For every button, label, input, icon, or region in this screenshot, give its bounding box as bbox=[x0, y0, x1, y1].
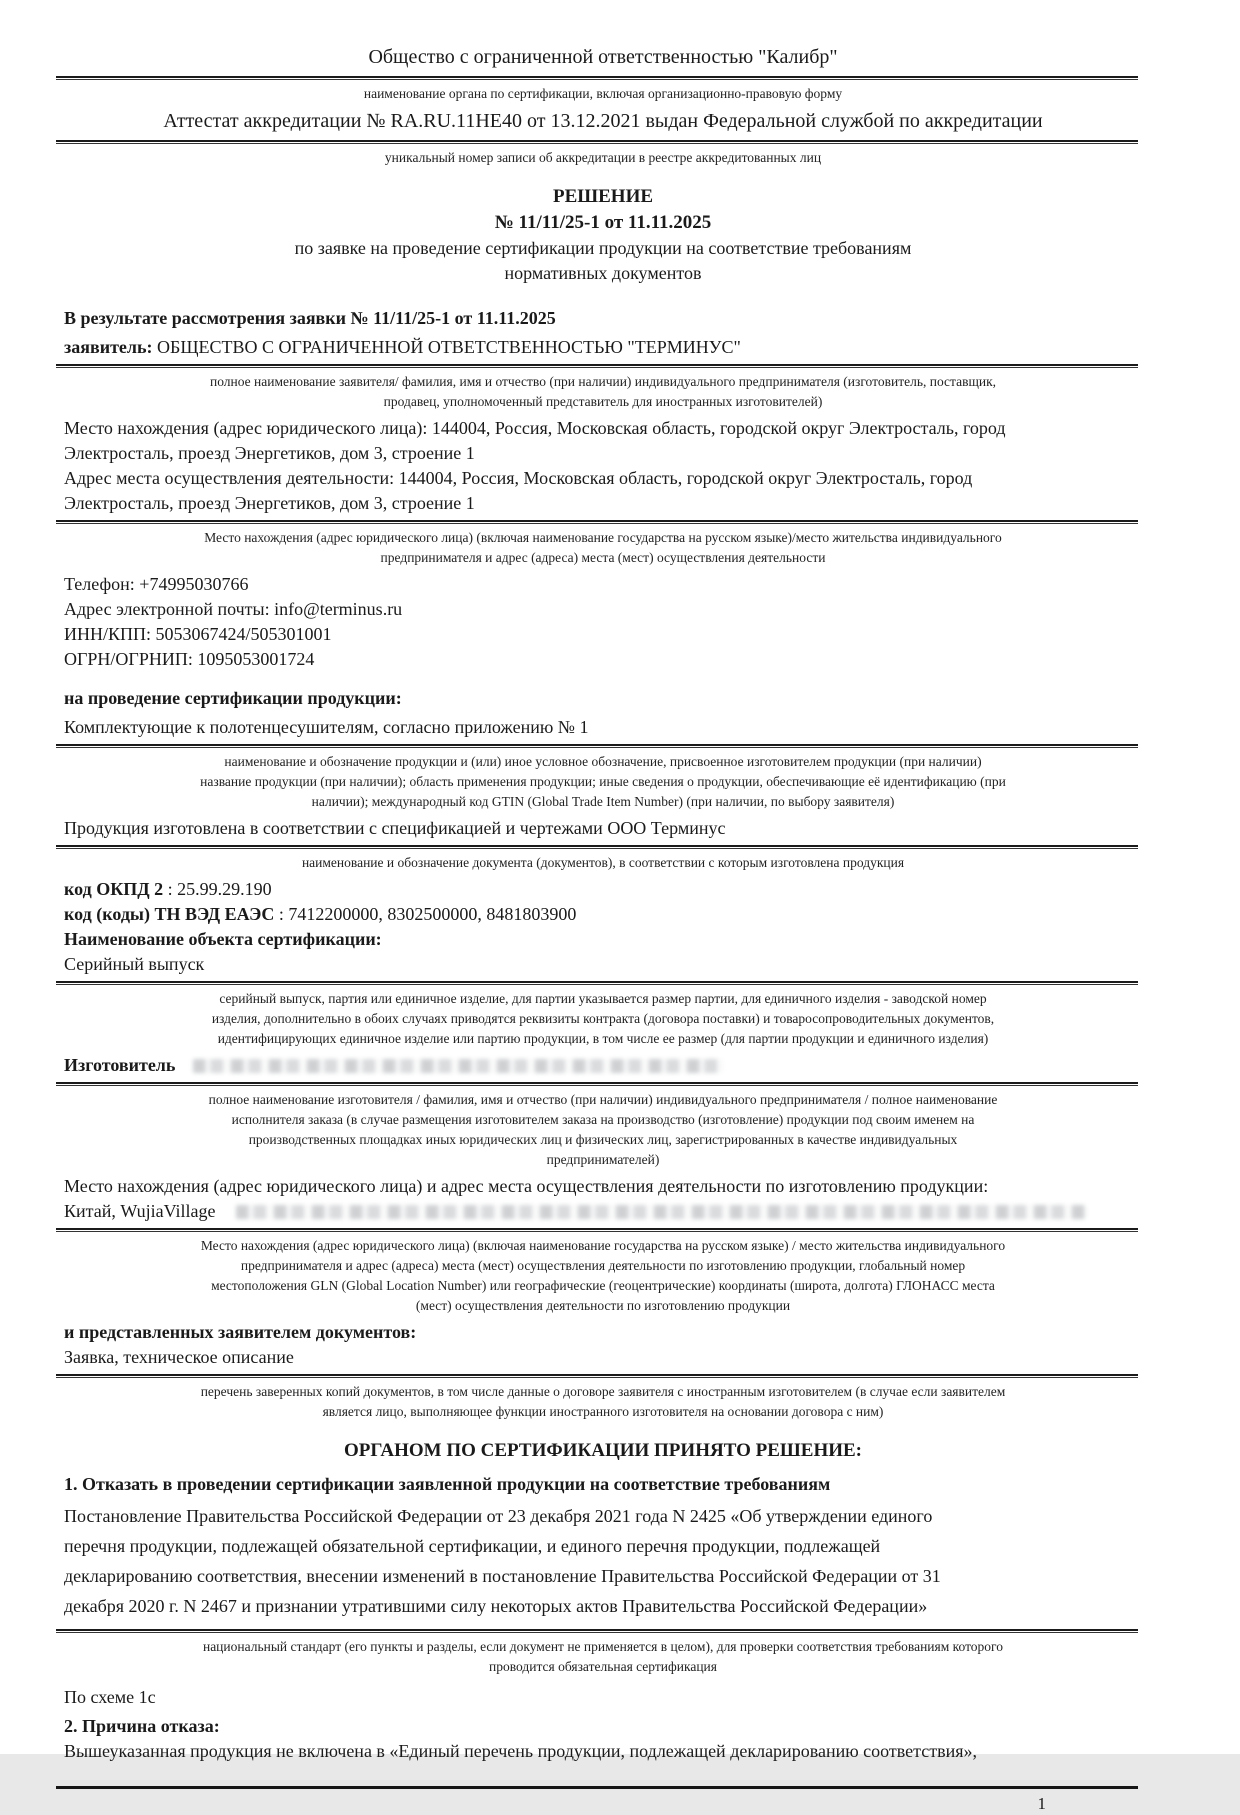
decision-item1-label: 1. Отказать в проведении сертификации заявленной продукции на соответствие требованиям bbox=[64, 1474, 831, 1494]
applicant-caption bbox=[64, 372, 1142, 412]
text-line: Место нахождения (адрес юридического лица) (включая наименование государства на русском языке)/место жительства индивидуального bbox=[204, 530, 1002, 545]
text-line: предпринимателя и адрес (адреса) места (мест) осуществления деятельности по изготовлению продукции, глобальный номер bbox=[240, 1258, 966, 1273]
applicant-ogrn: ОГРН/ОГРНИП: 1095053001724 bbox=[64, 649, 315, 669]
text-line: изделия, дополнительно в обоих случаях приводятся реквизиты контракта (договора поставки) и товаросопроводительных документов, bbox=[211, 1011, 995, 1026]
certification-body-caption: наименование органа по сертификации, включая организационно-правовую форму bbox=[363, 86, 843, 101]
document-title: РЕШЕНИЕ bbox=[552, 186, 654, 207]
text-line: предпринимателей) bbox=[546, 1152, 660, 1167]
text-line: идентифицирующих единичное изделие или партию продукции, в том числе ее размер (для партии продукции и единичного изделия) bbox=[217, 1031, 989, 1046]
text-line: по заявке на проведение сертификации продукции на соответствие требованиям bbox=[294, 238, 912, 258]
text-line: проводится обязательная сертификация bbox=[489, 1659, 717, 1674]
applicant-value: ОБЩЕСТВО С ОГРАНИЧЕННОЙ ОТВЕТСТВЕННОСТЬЮ "ТЕРМИНУС" bbox=[157, 337, 741, 357]
applicant-email: Адрес электронной почты: info@terminus.ru bbox=[64, 599, 403, 619]
manufacturer-address-value: Китай, WujiaVillage bbox=[64, 1201, 216, 1221]
text-line: серийный выпуск, партия или единичное изделие, для партии указывается размер партии, для единичного изделия - заводской номер bbox=[219, 991, 987, 1006]
manufacturer-address-caption bbox=[64, 1236, 1142, 1316]
decision-heading: ОРГАНОМ ПО СЕРТИФИКАЦИИ ПРИНЯТО РЕШЕНИЕ: bbox=[343, 1440, 863, 1461]
okpd-label: код ОКПД 2 bbox=[64, 879, 164, 899]
text-line: полное наименование изготовителя / фамилия, имя и отчество (при наличии) индивидуального предпринимателя / полное наименование bbox=[208, 1092, 998, 1107]
product-section-label: на проведение сертификации продукции: bbox=[64, 688, 402, 708]
document-number: № 11/11/25-1 от 11.11.2025 bbox=[494, 212, 712, 233]
manufacturer-label: Изготовитель bbox=[64, 1055, 176, 1075]
accreditation-caption: уникальный номер записи об аккредитации в реестре аккредитованных лиц bbox=[384, 150, 822, 165]
applicant-addresses bbox=[64, 416, 1142, 516]
text-line: Электросталь, проезд Энергетиков, дом 3, строение 1 bbox=[64, 493, 475, 513]
text-line: продавец, уполномоченный представитель для иностранных изготовителей) bbox=[383, 394, 823, 409]
text-line: является лицо, выполняющее функции иностранного изготовителя на основании договора с ним) bbox=[322, 1404, 884, 1419]
applicant-inn-kpp: ИНН/КПП: 5053067424/505301001 bbox=[64, 624, 332, 644]
scheme-line: По схеме 1с bbox=[64, 1687, 156, 1707]
certification-object-value: Серийный выпуск bbox=[64, 954, 205, 974]
text-line: Место нахождения (адрес юридического лица): 144004, Россия, Московская область, городской округ Электросталь, город bbox=[64, 418, 1006, 438]
text-line: Электросталь, проезд Энергетиков, дом 3, строение 1 bbox=[64, 443, 475, 463]
text-line: производственных площадках иных юридических лиц и физических лиц, зарегистрированных в качестве индивидуальных bbox=[248, 1132, 958, 1147]
manufacturer-caption bbox=[64, 1090, 1142, 1170]
accreditation-line: Аттестат аккредитации № RA.RU.11HE40 от 13.12.2021 выдан Федеральной службой по аккредитации bbox=[163, 110, 1043, 132]
text-line: предпринимателя и адрес (адреса) места (мест) осуществления деятельности bbox=[380, 550, 826, 565]
tnved-code-line bbox=[64, 902, 1142, 927]
manufacturer-row bbox=[64, 1053, 1142, 1078]
applicant-label: заявитель: bbox=[64, 337, 153, 357]
manufacture-doc-caption bbox=[64, 853, 1142, 873]
certification-body-name: Общество с ограниченной ответственностью "Калибр" bbox=[368, 46, 838, 68]
documents-label: и представленных заявителем документов: bbox=[64, 1322, 417, 1342]
divider bbox=[56, 140, 1138, 144]
divider bbox=[56, 364, 1138, 368]
text-line: Постановление Правительства Российской Федерации от 23 декабря 2021 года N 2425 «Об утверждении единого bbox=[64, 1506, 933, 1526]
text-line: декларированию соответствия, внесении изменений в постановление Правительства Российской Федерации от 31 bbox=[64, 1566, 941, 1586]
standard-caption bbox=[64, 1637, 1142, 1677]
document-subtitle bbox=[64, 236, 1142, 286]
text-line: (мест) осуществления деятельности по изготовлению продукции bbox=[415, 1298, 791, 1313]
text-line: наличии); международный код GTIN (Global Trade Item Number) (при наличии, по выбору заявителя) bbox=[311, 794, 895, 809]
manufactured-per-line: Продукция изготовлена в соответствии с спецификацией и чертежами ООО Терминус bbox=[64, 818, 726, 838]
divider bbox=[56, 981, 1138, 985]
text-line: перечня продукции, подлежащей обязательной сертификации, и единого перечня продукции, подлежащей bbox=[64, 1536, 881, 1556]
decision-item2-label: 2. Причина отказа: bbox=[64, 1716, 220, 1736]
ghost-text-artifact bbox=[236, 1205, 1086, 1219]
text-line: полное наименование заявителя/ фамилия, имя и отчество (при наличии) индивидуального предпринимателя (изготовитель, поставщик, bbox=[209, 374, 997, 389]
regulation-paragraph bbox=[64, 1501, 1142, 1621]
product-name-caption bbox=[64, 752, 1142, 812]
text-line: национальный стандарт (его пункты и разделы, если документ не применяется в целом), для проверки соответствия требованиям которого bbox=[202, 1639, 1004, 1654]
text-line: декабря 2020 г. N 2467 и признании утратившими силу некоторых актов Правительства Российской Федерации» bbox=[64, 1596, 928, 1616]
divider bbox=[56, 520, 1138, 524]
okpd-code-line bbox=[64, 877, 1142, 902]
text-line: исполнителя заказа (в случае размещения изготовителем заказа на производство (изготовление) продукции под своим именем на bbox=[231, 1112, 975, 1127]
refusal-reason: Вышеуказанная продукция не включена в «Единый перечень продукции, подлежащей декларированию соответствия», bbox=[64, 1741, 978, 1761]
text-line: Место нахождения (адрес юридического лица) (включая наименование государства на русском языке) / место жительства индивидуального bbox=[200, 1238, 1006, 1253]
text-line: местоположения GLN (Global Location Number) или географические (геоцентрические) координаты (широта, долгота) ГЛОНАСС места bbox=[211, 1278, 995, 1293]
text-line: Адрес места осуществления деятельности: 144004, Россия, Московская область, городской округ Электросталь, город bbox=[64, 468, 973, 488]
tnved-label: код (коды) ТН ВЭД ЕАЭС bbox=[64, 904, 275, 924]
certification-object-label: Наименование объекта сертификации: bbox=[64, 929, 382, 949]
page-number: 1 bbox=[1037, 1794, 1046, 1813]
application-result-line: В результате рассмотрения заявки № 11/11/25-1 от 11.11.2025 bbox=[64, 308, 556, 328]
divider bbox=[56, 76, 1138, 80]
text-line: перечень заверенных копий документов, в том числе данные о договоре заявителя с иностранным изготовителем (в случае если заявителем bbox=[200, 1384, 1006, 1399]
documents-value: Заявка, техническое описание bbox=[64, 1347, 294, 1367]
applicant-phone: Телефон: +74995030766 bbox=[64, 574, 249, 594]
okpd-value: : 25.99.29.190 bbox=[167, 879, 272, 899]
divider bbox=[56, 1374, 1138, 1378]
footer-divider bbox=[56, 1786, 1138, 1789]
divider bbox=[56, 1082, 1138, 1086]
tnved-value: : 7412200000, 8302500000, 8481803900 bbox=[278, 904, 577, 924]
documents-caption bbox=[64, 1382, 1142, 1422]
serial-caption bbox=[64, 989, 1142, 1049]
applicant-address-caption bbox=[64, 528, 1142, 568]
ghost-text-artifact bbox=[193, 1059, 723, 1073]
text-line: наименование и обозначение документа (документов), в соответствии с которым изготовлена продукция bbox=[301, 855, 905, 870]
text-line: наименование и обозначение продукции и (или) иное условное обозначение, присвоенное изготовителем продукции (при наличии) bbox=[224, 754, 982, 769]
manufacturer-address-row bbox=[64, 1199, 1142, 1224]
product-name: Комплектующие к полотенцесушителям, согласно приложению № 1 bbox=[64, 717, 589, 737]
divider bbox=[56, 1228, 1138, 1232]
text-line: название продукции (при наличии); область применения продукции; иные сведения о продукции, обеспечивающие её идентификацию (при bbox=[200, 774, 1006, 789]
divider bbox=[56, 845, 1138, 849]
divider bbox=[56, 744, 1138, 748]
text-line: нормативных документов bbox=[504, 263, 702, 283]
applicant-line bbox=[64, 335, 1142, 360]
divider bbox=[56, 1629, 1138, 1633]
manufacturer-address-label: Место нахождения (адрес юридического лица) и адрес места осуществления деятельности по изготовлению продукции: bbox=[64, 1176, 989, 1196]
